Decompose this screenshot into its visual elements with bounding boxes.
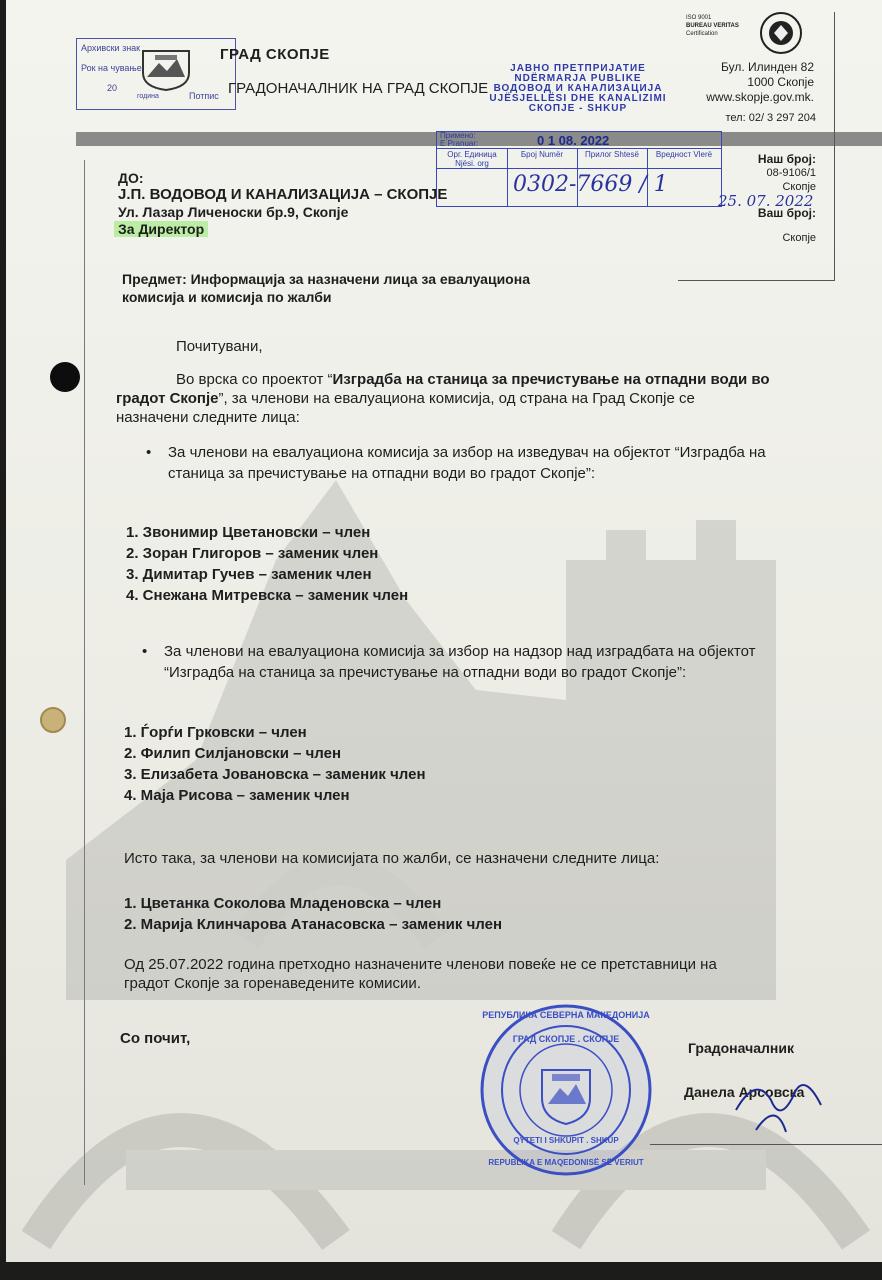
- list-item: 4. Снежана Митревска – заменик член: [126, 587, 409, 604]
- attention-highlight: За Директор: [114, 221, 208, 237]
- recipient-attention: [114, 221, 208, 237]
- seal-inner-top: ГРАД СКОПЈЕ . СКОПЈЕ: [512, 1034, 620, 1044]
- bullet-dot: •: [146, 444, 152, 461]
- intro-paragraph: [116, 370, 836, 427]
- archive-stamp-text: година: [137, 93, 159, 100]
- list-item: 1. Цветанка Соколова Младеновска – член: [124, 895, 442, 912]
- subject-line: Предмет: Информација за назначени лица за евалуациона: [122, 271, 530, 287]
- signature-line: [650, 1144, 882, 1145]
- bullet-evaluation-contractor: [146, 442, 848, 484]
- subject: [122, 270, 530, 306]
- punch-hole: [50, 362, 80, 392]
- reference-frame-right: [834, 12, 835, 280]
- to-label: ДО:: [118, 170, 144, 186]
- archive-stamp-text: 20: [107, 83, 118, 93]
- list-item: 4. Маја Рисова – заменик член: [124, 787, 350, 804]
- registry-column-number: Број Numër: [520, 150, 564, 159]
- cert-label: Certification: [686, 31, 718, 37]
- recipient-street: Ул. Лазар Личеноски бр.9, Скопје: [118, 204, 349, 220]
- regards: Со почит,: [120, 1030, 191, 1047]
- archive-stamp-text: Архивски знак: [81, 43, 141, 53]
- website-link: www.skopje.gov.mk.: [706, 90, 814, 104]
- project-name: градот Скопје: [116, 390, 219, 407]
- bullet-evaluation-supervision: [142, 641, 854, 683]
- archive-stamp: [76, 38, 236, 110]
- registry-stamp: [436, 131, 722, 207]
- bullet-text: За членови на евалуациона комисија за избор на надзор над изградбата на објектот: [164, 643, 756, 660]
- list-evaluation-supervision: [124, 722, 426, 806]
- official-seal: [476, 1000, 656, 1180]
- registry-received-date: 0 1 08. 2022: [537, 133, 610, 148]
- list-item: 3. Елизабета Јовановска – заменик член: [124, 766, 426, 783]
- list-item: 2. Марија Клинчарова Атанасовска – заменик член: [124, 916, 503, 933]
- project-name: Изградба на станица за пречистување на отпадни води во: [332, 371, 770, 388]
- archive-stamp-text: Потпис: [189, 91, 219, 101]
- seal-outer-bottom: REPUBLIKA E MAQEDONISË SË VERIUT: [488, 1158, 644, 1167]
- bullet-dot: •: [142, 643, 148, 660]
- document-page: [6, 0, 882, 1262]
- bullet-text: За членови на евалуациона комисија за избор на изведувач на објектот “Изградба на: [168, 444, 766, 461]
- registry-column-org: Орг. Единица Njësi. org: [447, 150, 497, 168]
- bullet-text: станица за пречистување на отпадни води во градот Скопје”:: [168, 465, 596, 482]
- registry-column-attachment: Прилог Shtesë: [585, 150, 639, 159]
- closing-text: градот Скопје за горенаведените комисии.: [124, 975, 421, 992]
- list-appeals: [124, 893, 502, 935]
- punch-hole-reinforced: [40, 707, 66, 733]
- address-block: [696, 60, 814, 105]
- greeting: Почитувани,: [176, 338, 263, 355]
- signature-title: Градоначалник: [688, 1040, 794, 1056]
- list-item: 1. Ѓорѓи Грковски – член: [124, 724, 307, 741]
- company-stamp-line: NDËRMARJA PUBLIKE: [514, 73, 642, 84]
- seal-inner-bottom: QYTETI I SHKUPIT . SHKUP: [513, 1136, 619, 1145]
- list-item: 3. Димитар Гучев – заменик член: [126, 566, 372, 583]
- address-street: Бул. Илинден 82: [721, 60, 814, 74]
- registry-received-label: [440, 132, 478, 148]
- bullet-text: “Изградба на станица за пречистување на отпадни води во градот Скопје”:: [164, 664, 687, 681]
- our-number-label: Наш број:: [757, 152, 816, 166]
- seal-outer-top: РЕПУБЛИКА СЕВЕРНА МАКЕДОНИЈА: [482, 1010, 650, 1020]
- company-stamp: [458, 64, 698, 114]
- registry-column-value: Вредност Vlerë: [655, 150, 713, 159]
- your-number-city: Скопје: [782, 232, 816, 244]
- company-stamp-line: JАВНО ПРЕТПРИЈАТИЕ: [510, 63, 646, 74]
- signature-name: Данела Арсовска: [684, 1084, 805, 1100]
- company-stamp-line: ВОДОВОД И КАНАЛИЗАЦИЈА: [493, 83, 663, 94]
- certification-block: [686, 14, 756, 54]
- company-stamp-line: СКОПЈЕ - SHKUP: [528, 103, 628, 114]
- your-number-label: Ваш број:: [757, 206, 816, 220]
- appeals-intro: Исто така, за членови на комисијата по жалби, се назначени следните лица:: [124, 850, 660, 867]
- our-number: 08-9106/1: [766, 167, 816, 179]
- list-item: 1. Звонимир Цветановски – член: [126, 524, 371, 541]
- intro-text: ”, за членови на евалуациона комисија, од страна на Град Скопје се: [218, 390, 695, 407]
- list-evaluation-contractor: [126, 522, 408, 606]
- reference-frame-bottom: [678, 280, 835, 281]
- subject-line: комисија и комисија по жалби: [122, 289, 332, 305]
- recipient-org: Ј.П. ВОДОВОД И КАНАЛИЗАЦИЈА – СКОПЈЕ: [118, 186, 448, 203]
- archive-stamp-text: Рок на чување: [81, 63, 142, 73]
- registry-number-handwritten: 0302-7669 / 1: [513, 172, 668, 197]
- closing-text: Од 25.07.2022 година претходно назначените членови повеќе не се претставници на: [124, 956, 717, 973]
- cert-iso: ISO 9001: [686, 15, 712, 21]
- cert-org: BUREAU VERITAS: [686, 23, 739, 29]
- intro-text: Во врска со проектот “: [176, 371, 333, 388]
- address-city: 1000 Скопје: [747, 75, 814, 89]
- received-label: Примено:: [440, 131, 476, 140]
- city-title: ГРАД СКОПЈЕ: [220, 46, 330, 63]
- phone-number: тел: 02/ 3 297 204: [725, 112, 816, 124]
- coat-of-arms-icon: [137, 47, 195, 91]
- received-label-al: E Pranuar:: [440, 139, 479, 148]
- company-stamp-line: UJËSJELLËSI DHE KANALIZIMI: [489, 93, 667, 104]
- bureau-veritas-logo-icon: [758, 10, 804, 56]
- margin-line: [84, 160, 85, 1185]
- list-item: 2. Филип Силјановски – член: [124, 745, 342, 762]
- intro-text: назначени следните лица:: [116, 409, 300, 426]
- seal-graphic: [476, 1000, 656, 1180]
- handwritten-date: 25. 07. 2022: [718, 192, 814, 210]
- handwritten-signature-icon: [726, 1070, 836, 1140]
- list-item: 2. Зоран Глигоров – заменик член: [126, 545, 379, 562]
- mayor-title: ГРАДОНАЧАЛНИК НА ГРАД СКОПЈЕ: [228, 80, 489, 97]
- closing-paragraph: [124, 955, 717, 993]
- our-number-city: Скопје: [782, 181, 816, 193]
